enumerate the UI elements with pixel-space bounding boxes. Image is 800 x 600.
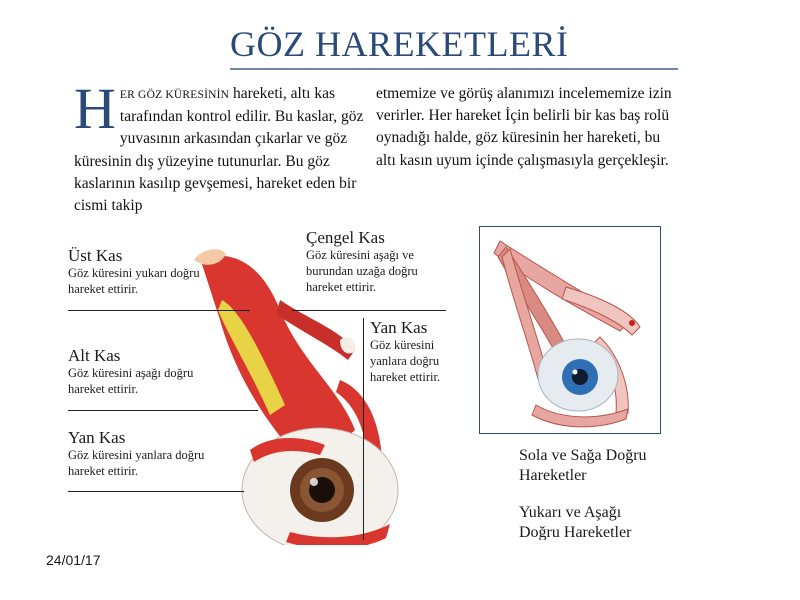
label-yan-kas-left [68,428,228,479]
inset-caption-vertical: Yukarı ve Aşağı Doğru Hareketler [519,504,632,540]
iris-highlight [310,478,318,486]
label-alt-kas-desc: Göz küresini aşağı doğru hareket ettirir. [68,366,194,396]
pointer-yan-kas-right [363,318,364,540]
label-alt-kas-title: Alt Kas [68,346,121,365]
inset-panel [479,226,661,434]
pointer-ust-kas [68,310,250,311]
page-title: GÖZ HAREKETLERİ [230,24,569,64]
inset-muscle-side [562,287,640,335]
label-ust-kas [68,246,218,297]
label-ust-kas-desc: Göz küresini yukarı doğru hareket ettirir. [68,266,200,296]
inset-caption-horizontal: Sola ve Sağa Doğru Hareketler [519,447,647,484]
drop-cap: H [74,76,116,141]
intro-right-column [376,83,672,172]
label-cengel-kas-title: Çengel Kas [306,228,385,247]
label-yan-kas-left-title: Yan Kas [68,428,126,447]
label-alt-kas [68,346,218,397]
pointer-alt-kas [68,410,258,411]
label-cengel-kas [306,228,456,295]
intro-lead-caps: ER GÖZ KÜRESİNİN [119,89,230,101]
label-yan-kas-right [370,318,470,385]
pointer-yan-kas-left [68,491,244,492]
label-yan-kas-right-desc: Göz küresini yanlara doğru hareket ettirir. [370,338,441,384]
intro-right-text: etmemize ve görüş alanımızı incelememize izin verirler. Her hareket İçin belirli bir kas baş rolü oynadığı halde, göz küresinin her hareketi, bu altı kasın uyum içinde çalışmasıyla gerçekleşir. [376,85,672,169]
label-cengel-kas-desc: Göz küresini aşağı ve burundan uzağa doğru hareket ettirir. [306,248,418,294]
pointer-cengel-kas [292,310,446,311]
label-yan-kas-left-desc: Göz küresini yanlara doğru hareket ettirir. [68,448,205,478]
label-ust-kas-title: Üst Kas [68,246,123,265]
inset-highlight [573,370,578,375]
slide-date: 24/01/17 [46,552,101,568]
inset-eye-illustration [480,227,660,433]
inset-tendon-mark [629,320,635,326]
intro-left-column [74,76,364,217]
intro-left-text: hareketi, altı kas tarafından kontrol edilir. Bu kaslar, göz yuvasının arkasından çıkarlar ve göz küresinin dış yüzeyine tutunurlar. Bu göz kaslarının kasılıp gevşemesi, hareket eden bir cismi takip [74,85,364,215]
label-yan-kas-right-title: Yan Kas [370,318,428,337]
title-divider [230,68,678,70]
